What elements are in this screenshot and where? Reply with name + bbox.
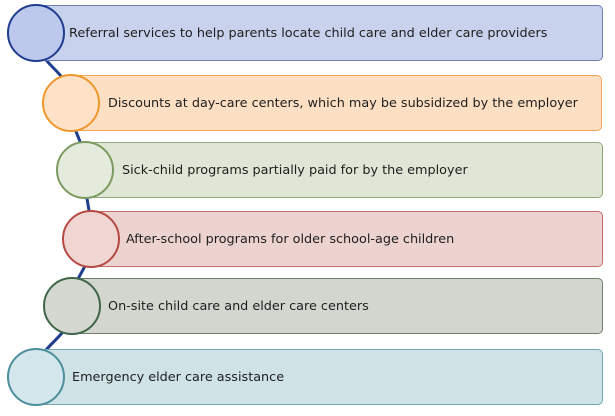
benefit-item-emergency-elder-care	[36, 349, 603, 405]
benefit-label: Sick-child programs partially paid for by the employer	[122, 162, 468, 178]
benefit-label: Discounts at day-care centers, which may be subsidized by the employer	[108, 95, 578, 111]
benefit-label: Referral services to help parents locate child care and elder care providers	[69, 25, 548, 41]
benefit-item-sick-child-programs	[85, 142, 603, 198]
bullet-circle-6	[7, 348, 65, 406]
benefit-label: After-school programs for older school-age children	[126, 231, 455, 247]
bullet-circle-2	[42, 74, 100, 132]
benefit-label: Emergency elder care assistance	[72, 369, 285, 385]
benefit-item-on-site-care-centers	[72, 278, 603, 334]
bullet-circle-5	[43, 277, 101, 335]
bullet-circle-1	[7, 4, 65, 62]
benefit-item-referral-services	[36, 5, 603, 61]
bullet-circle-4	[62, 210, 120, 268]
benefit-item-day-care-discounts	[71, 75, 602, 131]
benefit-label: On-site child care and elder care centers	[108, 298, 369, 314]
benefit-item-after-school-programs	[91, 211, 603, 267]
bullet-circle-3	[56, 141, 114, 199]
